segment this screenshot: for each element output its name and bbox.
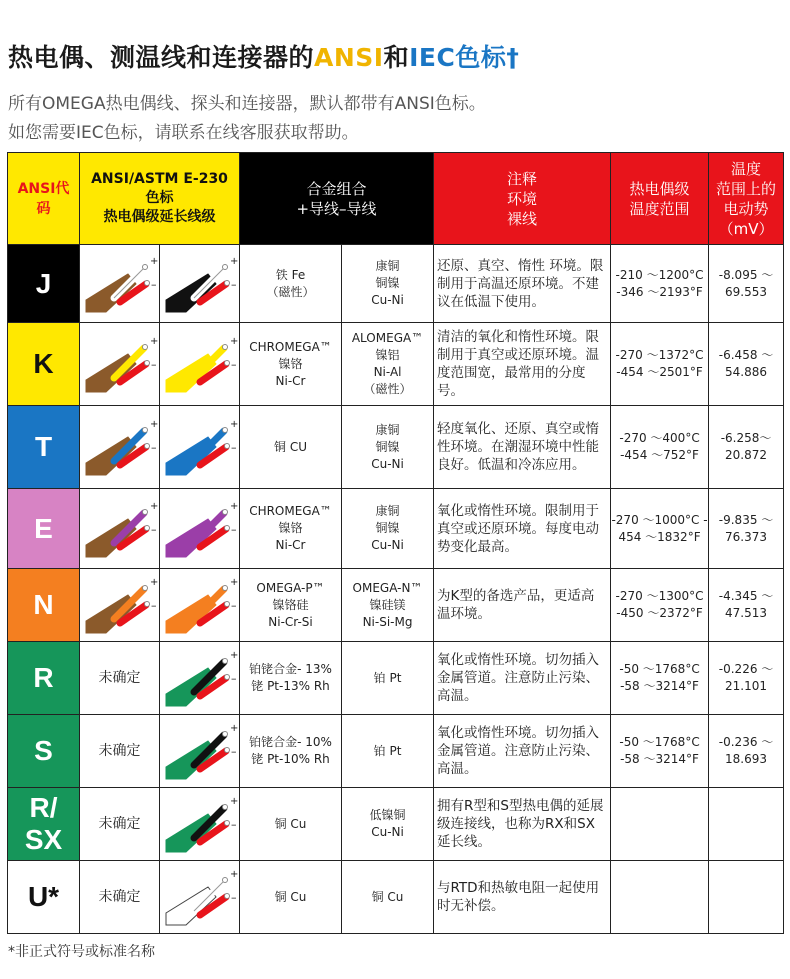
plus-sign: +	[229, 255, 238, 267]
negative-terminal	[224, 821, 229, 826]
environment-note-cell: 拥有R型和S型热电偶的延展级连接线，也称为RX和SX延长线。	[434, 788, 611, 861]
emf-cell: -8.095 ～ 69.553	[709, 245, 784, 323]
thermocouple-grade-color-cell	[80, 406, 160, 489]
plus-sign: +	[229, 500, 238, 512]
negative-terminal	[224, 444, 229, 449]
subtitle-line-1: 所有OMEGA热电偶线、探头和连接器，默认都带有ANSI色标。	[8, 94, 486, 114]
negative-terminal	[224, 748, 229, 753]
extension-grade-color-cell	[160, 489, 240, 569]
negative-terminal	[224, 525, 229, 530]
positive-alloy-cell: 铜 Cu	[240, 861, 342, 934]
plus-sign: +	[229, 419, 238, 430]
extension-wire-icon	[164, 417, 236, 477]
plus-sign: +	[229, 650, 238, 661]
ansi-code-cell: R	[8, 642, 80, 715]
environment-note-cell: 氧化或惰性环境。切勿插入金属管道。注意防止污染、高温。	[434, 715, 611, 788]
positive-alloy-cell: 铂铑合金- 10% 铑 Pt-10% Rh	[240, 715, 342, 788]
plus-sign: +	[149, 255, 158, 267]
thermocouple-grade-color-cell: 未确定	[80, 861, 160, 934]
temperature-range-cell: -210 ～1200°C -346 ～2193°F	[611, 245, 709, 323]
plus-sign: +	[229, 869, 238, 880]
positive-alloy-cell: 铁 Fe （磁性）	[240, 245, 342, 323]
minus-sign: –	[230, 891, 236, 904]
negative-terminal	[144, 525, 149, 530]
extension-wire-icon	[164, 867, 236, 927]
ansi-code-cell: N	[8, 569, 80, 642]
thermocouple-grade-color-cell: 未确定	[80, 642, 160, 715]
negative-terminal	[144, 280, 149, 285]
table-row	[8, 788, 784, 861]
table-row	[8, 715, 784, 788]
negative-terminal	[144, 602, 149, 607]
plus-sign: +	[149, 500, 158, 512]
table-row	[8, 569, 784, 642]
minus-sign: –	[150, 522, 156, 536]
extension-grade-color-cell	[160, 715, 240, 788]
positive-alloy-cell: 铜 Cu	[240, 788, 342, 861]
minus-sign: –	[230, 522, 236, 536]
positive-terminal	[222, 509, 227, 514]
extension-grade-color-cell	[160, 569, 240, 642]
extension-grade-color-cell	[160, 642, 240, 715]
thermocouple-wire-icon	[84, 254, 156, 314]
positive-terminal	[222, 428, 227, 433]
positive-terminal	[222, 732, 227, 737]
footnote: *非正式符号或标准名称	[8, 944, 155, 960]
extension-wire-icon	[164, 794, 236, 854]
page-title: 热电偶、测温线和连接器的ANSI和IEC色标†	[8, 43, 520, 72]
emf-cell: -6.458 ～ 54.886	[709, 323, 784, 406]
positive-alloy-cell: OMEGA-P™ 镍铬硅 Ni-Cr-Si	[240, 569, 342, 642]
extension-grade-color-cell	[160, 406, 240, 489]
temperature-range-cell	[611, 788, 709, 861]
negative-alloy-cell: 康铜 铜镍 Cu-Ni	[342, 489, 434, 569]
negative-alloy-cell: 康铜 铜镍 Cu-Ni	[342, 406, 434, 489]
positive-alloy-cell: CHROMEGA™ 镍铬 Ni-Cr	[240, 323, 342, 406]
positive-terminal	[222, 805, 227, 810]
extension-wire-icon	[164, 254, 236, 314]
extension-grade-color-cell	[160, 788, 240, 861]
thermocouple-grade-color-cell	[80, 245, 160, 323]
thermocouple-grade-color-cell: 未确定	[80, 715, 160, 788]
extension-grade-color-cell	[160, 861, 240, 934]
temperature-range-cell: -50 ～1768°C -58 ～3214°F	[611, 715, 709, 788]
thermocouple-grade-color-cell	[80, 489, 160, 569]
ansi-code-cell: R/ SX	[8, 788, 80, 861]
positive-terminal	[222, 659, 227, 664]
thermocouple-wire-icon	[84, 575, 156, 635]
temperature-range-cell: -270 ～1372°C -454 ～2501°F	[611, 323, 709, 406]
table-row	[8, 245, 784, 323]
negative-terminal	[224, 280, 229, 285]
minus-sign: –	[230, 441, 236, 454]
environment-note-cell: 氧化或惰性环境。切勿插入金属管道。注意防止污染、高温。	[434, 642, 611, 715]
positive-terminal	[222, 264, 227, 269]
environment-note-cell: 氧化或惰性环境。限制用于真空或还原环境。每度电动势变化最高。	[434, 489, 611, 569]
header-environment: 注释 环境 裸线	[434, 153, 611, 245]
environment-note-cell: 与RTD和热敏电阻一起使用时无补偿。	[434, 861, 611, 934]
minus-sign: –	[150, 277, 156, 291]
environment-note-cell: 清洁的氧化和惰性环境。限制用于真空或还原环境。温度范围宽，最常用的分度号。	[434, 323, 611, 406]
negative-alloy-cell: 铂 Pt	[342, 642, 434, 715]
minus-sign: –	[230, 358, 236, 371]
positive-terminal	[142, 428, 147, 433]
emf-cell: -0.226 ～ 21.101	[709, 642, 784, 715]
table-row	[8, 489, 784, 569]
negative-terminal	[224, 602, 229, 607]
thermocouple-wire-icon	[84, 417, 156, 477]
minus-sign: –	[230, 745, 236, 758]
positive-terminal	[142, 345, 147, 350]
minus-sign: –	[150, 441, 156, 454]
positive-terminal	[142, 264, 147, 269]
minus-sign: –	[230, 277, 236, 291]
plus-sign: +	[149, 336, 158, 347]
emf-cell: -4.345 ～ 47.513	[709, 569, 784, 642]
temperature-range-cell: -270 ～400°C -454 ～752°F	[611, 406, 709, 489]
negative-terminal	[224, 675, 229, 680]
header-emf: 温度 范围上的 电动势 （mV）	[709, 153, 784, 245]
negative-terminal	[144, 361, 149, 366]
plus-sign: +	[229, 577, 238, 588]
emf-cell: -9.835 ～ 76.373	[709, 489, 784, 569]
emf-cell: -6.258～ 20.872	[709, 406, 784, 489]
header-alloy: 合金组合 +导线–导线	[240, 153, 434, 245]
emf-cell: -0.236 ～ 18.693	[709, 715, 784, 788]
extension-grade-color-cell	[160, 323, 240, 406]
title-iec-highlight: IEC	[409, 43, 456, 72]
thermocouple-grade-color-cell: 未确定	[80, 788, 160, 861]
minus-sign: –	[230, 818, 236, 831]
subtitle-line-2: 如您需要IEC色标，请联系在线客服获取帮助。	[8, 123, 359, 143]
minus-sign: –	[150, 599, 156, 612]
minus-sign: –	[230, 599, 236, 612]
temperature-range-cell: -270 ～1300°C -450 ～2372°F	[611, 569, 709, 642]
negative-alloy-cell: 铜 Cu	[342, 861, 434, 934]
minus-sign: –	[230, 672, 236, 685]
negative-alloy-cell: OMEGA-N™ 镍硅镁 Ni-Si-Mg	[342, 569, 434, 642]
positive-alloy-cell: CHROMEGA™ 镍铬 Ni-Cr	[240, 489, 342, 569]
header-color-code: ANSI/ASTM E-230 色标 热电偶级延长线级	[80, 153, 240, 245]
header-ansi-code: ANSI代 码	[8, 153, 80, 245]
color-code-table	[7, 152, 784, 934]
positive-terminal	[142, 586, 147, 591]
table-row	[8, 323, 784, 406]
header-row	[8, 153, 784, 245]
temperature-range-cell: -270 ～1000°C - 454 ～1832°F	[611, 489, 709, 569]
positive-terminal	[222, 345, 227, 350]
plus-sign: +	[229, 336, 238, 347]
plus-sign: +	[229, 796, 238, 807]
plus-sign: +	[149, 577, 158, 588]
extension-wire-icon	[164, 334, 236, 394]
table-row	[8, 406, 784, 489]
negative-alloy-cell: 康铜 铜镍 Cu-Ni	[342, 245, 434, 323]
ansi-code-cell: T	[8, 406, 80, 489]
header-temperature-range: 热电偶级 温度范围	[611, 153, 709, 245]
negative-alloy-cell: 低镍铜 Cu-Ni	[342, 788, 434, 861]
extension-grade-color-cell	[160, 245, 240, 323]
extension-wire-icon	[164, 499, 236, 559]
positive-alloy-cell: 铂铑合金- 13% 铑 Pt-13% Rh	[240, 642, 342, 715]
thermocouple-wire-icon	[84, 499, 156, 559]
negative-terminal	[144, 444, 149, 449]
negative-alloy-cell: ALOMEGA™ 镍铝 Ni-Al （磁性）	[342, 323, 434, 406]
ansi-code-cell: K	[8, 323, 80, 406]
table-row	[8, 642, 784, 715]
extension-wire-icon	[164, 575, 236, 635]
ansi-code-cell: J	[8, 245, 80, 323]
plus-sign: +	[149, 419, 158, 430]
ansi-code-cell: E	[8, 489, 80, 569]
table-row	[8, 861, 784, 934]
minus-sign: –	[150, 358, 156, 371]
emf-cell	[709, 861, 784, 934]
title-ansi-highlight: ANSI	[314, 43, 384, 72]
environment-note-cell: 还原、真空、惰性 环境。限制用于高温还原环境。不建议在低温下使用。	[434, 245, 611, 323]
thermocouple-grade-color-cell	[80, 569, 160, 642]
plus-sign: +	[229, 723, 238, 734]
ansi-code-cell: U*	[8, 861, 80, 934]
environment-note-cell: 轻度氧化、还原、真空或惰性环境。在潮湿环境中性能良好。低温和冷冻应用。	[434, 406, 611, 489]
negative-terminal	[224, 361, 229, 366]
environment-note-cell: 为K型的备选产品，更适高温环境。	[434, 569, 611, 642]
emf-cell	[709, 788, 784, 861]
positive-terminal	[222, 586, 227, 591]
extension-wire-icon	[164, 648, 236, 708]
positive-terminal	[142, 509, 147, 514]
extension-wire-icon	[164, 721, 236, 781]
negative-terminal	[224, 894, 229, 899]
positive-alloy-cell: 铜 CU	[240, 406, 342, 489]
negative-alloy-cell: 铂 Pt	[342, 715, 434, 788]
thermocouple-grade-color-cell	[80, 323, 160, 406]
temperature-range-cell: -50 ～1768°C -58 ～3214°F	[611, 642, 709, 715]
temperature-range-cell	[611, 861, 709, 934]
positive-terminal	[222, 878, 227, 883]
thermocouple-wire-icon	[84, 334, 156, 394]
ansi-code-cell: S	[8, 715, 80, 788]
